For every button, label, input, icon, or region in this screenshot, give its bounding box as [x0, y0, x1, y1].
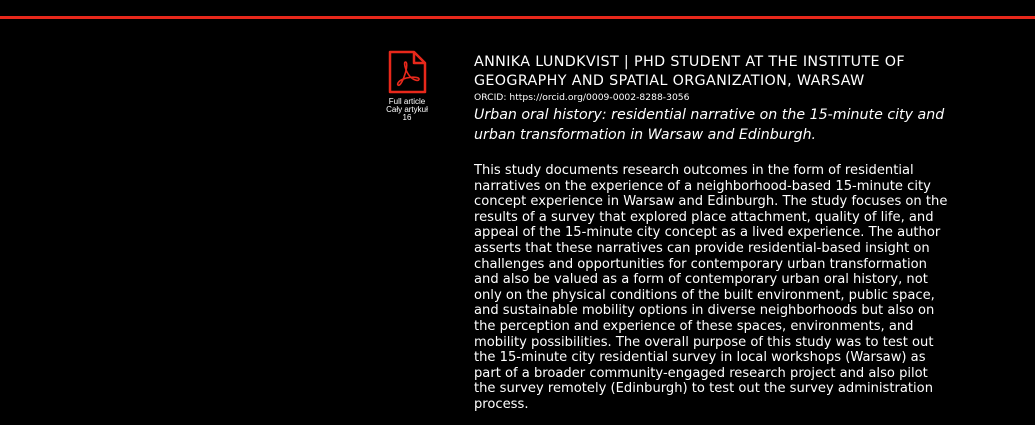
abstract-line: part of a broader community-engaged research project and also pilot — [474, 365, 928, 381]
abstract-line: only on the physical conditions of the built environment, public space, — [474, 287, 935, 303]
pdf-page-number[interactable]: 16 — [402, 113, 412, 122]
abstract-line: narratives on the experience of a neighborhood-based 15-minute city — [474, 178, 931, 194]
abstract-line: and sustainable mobility options in diverse neighborhoods but also on — [474, 303, 935, 319]
title-line-2: urban transformation in Warsaw and Edinburgh. — [474, 127, 817, 143]
author-line-2: GEOGRAPHY AND SPATIAL ORGANIZATION, WARSAW — [474, 73, 865, 89]
abstract-line: results of a survey that explored place attachment, quality of life, and — [474, 209, 934, 225]
orcid-text: ORCID: https://orcid.org/0009-0002-8288-3056 — [474, 92, 690, 103]
full-article-pdf-link[interactable] — [378, 50, 436, 122]
pdf-caption-english[interactable]: Full article — [388, 97, 426, 106]
top-divider — [0, 16, 1035, 19]
abstract-line: appeal of the 15-minute city concept as a lived experience. The author — [474, 225, 941, 241]
abstract-line: the perception and experience of these spaces, environments, and — [474, 318, 914, 334]
abstract-line: concept experience in Warsaw and Edinburgh. The study focuses on the — [474, 194, 948, 210]
abstract-line: This study documents research outcomes in the form of residential — [474, 163, 914, 178]
abstract-line: challenges and opportunities for contemporary urban transformation — [474, 256, 927, 272]
pdf-caption-polish[interactable]: Cały artykuł — [386, 105, 428, 114]
article-content — [474, 53, 994, 413]
abstract-line: and also be valued as a form of contemporary urban oral history, not — [474, 272, 928, 288]
abstract-line: mobility possibilities. The overall purpose of this study was to test out — [474, 334, 934, 350]
abstract-line: process. — [474, 396, 529, 412]
author-line-1: ANNIKA LUNDKVIST | PHD STUDENT AT THE INSTITUTE OF — [474, 54, 905, 70]
abstract — [474, 163, 994, 413]
abstract-line: the survey remotely (Edinburgh) to test out the survey administration — [474, 381, 933, 397]
abstract-line: asserts that these narratives can provide residential-based insight on — [474, 240, 930, 256]
pdf-caption[interactable] — [378, 98, 436, 122]
article-title — [474, 105, 994, 145]
title-line-1: Urban oral history: residential narrative on the 15-minute city and — [474, 107, 945, 123]
author-heading — [474, 53, 994, 91]
abstract-line: the 15-minute city residential survey in local workshops (Warsaw) as — [474, 350, 926, 366]
pdf-file-icon[interactable] — [388, 50, 427, 94]
